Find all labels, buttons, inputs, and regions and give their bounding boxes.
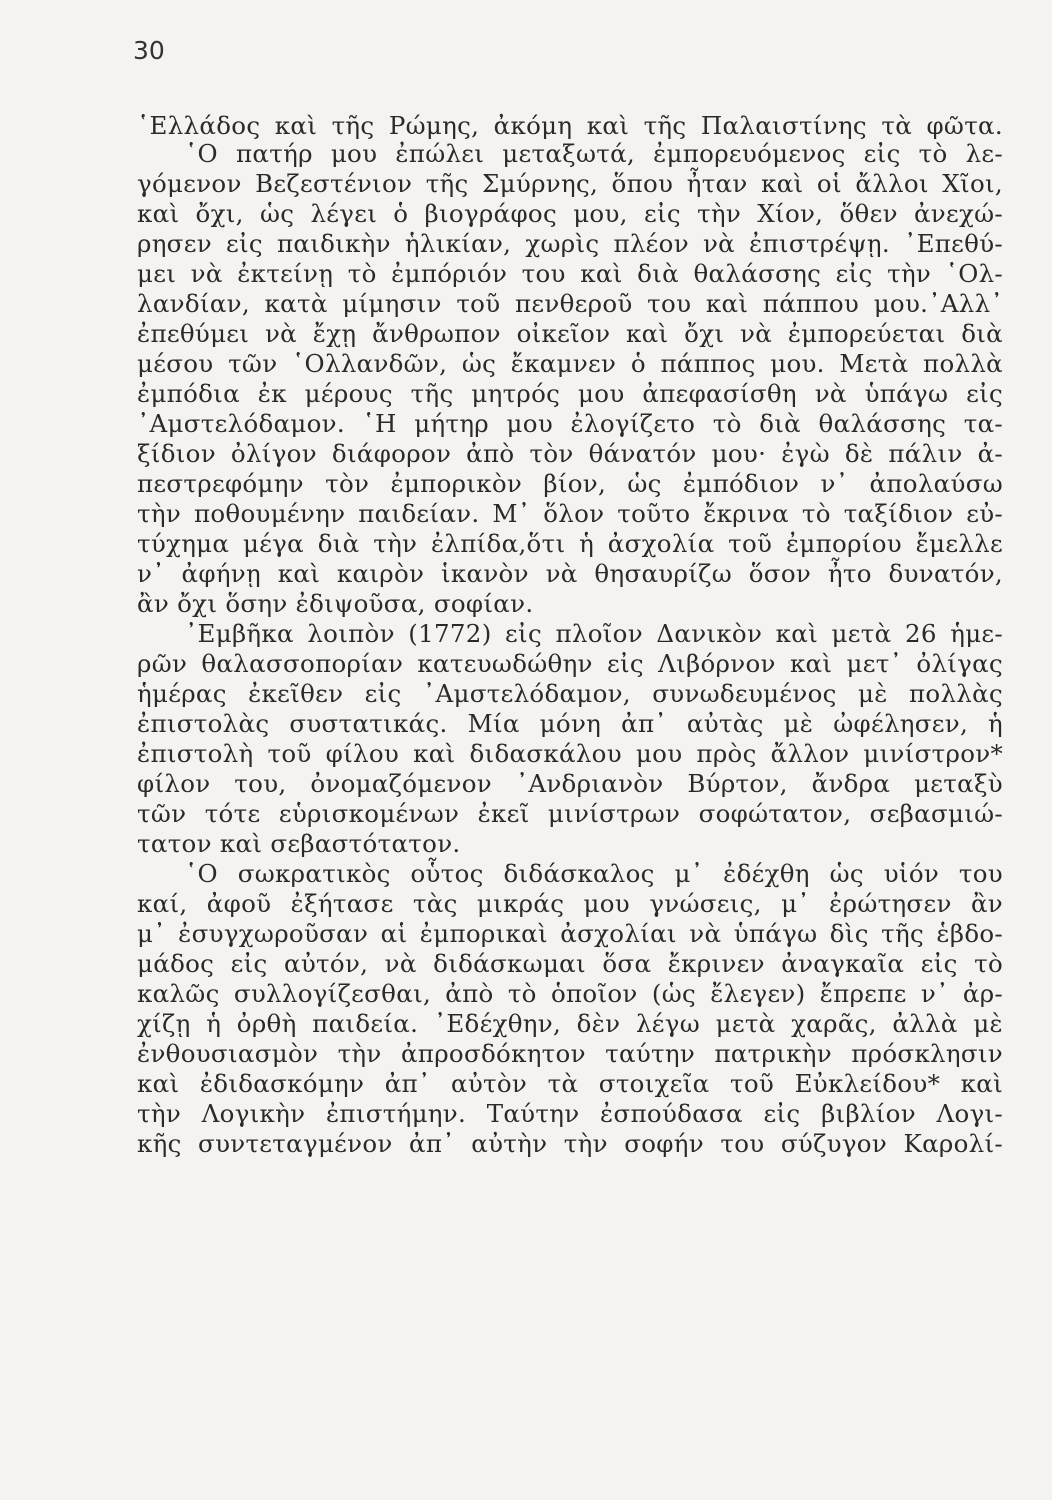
text-line: ἐπεθύμει νὰ ἔχῃ ἄνθρωπον οἰκεῖον καὶ ὄχι νὰ ἐμπορεύεται διὰ	[137, 319, 1003, 348]
text-line: ν᾽ ἀφήνῃ καὶ καιρὸν ἱκανὸν νὰ θησαυρίζω ὅσον ἦτο δυνατόν,	[137, 559, 1003, 588]
page-number: 30	[133, 36, 165, 65]
text-line: τῶν τότε εὑρισκομένων ἐκεῖ μινίστρων σοφώτατον, σεβασμιώ-	[137, 799, 1003, 828]
text-line: ῾Ο σωκρατικὸς οὗτος διδάσκαλος μ᾽ ἐδέχθη ὡς υἱόν του	[185, 859, 1003, 888]
text-line: φίλον του, ὀνομαζόμενον ᾽Ανδριανὸν Βύρτον, ἄνδρα μεταξὺ	[137, 769, 1003, 798]
text-line: ρῶν θαλασσοπορίαν κατευωδώθην εἰς Λιβόρνον καὶ μετ᾽ ὀλίγας	[137, 649, 1003, 678]
text-line: ἐνθουσιασμὸν τὴν ἀπροσδόκητον ταύτην πατρικὴν πρόσκλησιν	[137, 1039, 1003, 1068]
text-line: ᾽Αμστελόδαμον. ῾Η μήτηρ μου ἐλογίζετο τὸ διὰ θαλάσσης τα-	[137, 409, 1003, 438]
text-line: ρησεν εἰς παιδικὴν ἡλικίαν, χωρὶς πλέον νὰ ἐπιστρέψῃ. ᾽Επεθύ-	[137, 229, 1003, 258]
text-line: καλῶς συλλογίζεσθαι, ἀπὸ τὸ ὁποῖον (ὡς ἔλεγεν) ἔπρεπε ν᾽ ἀρ-	[137, 979, 1003, 1008]
text-line: καί, ἀφοῦ ἐξήτασε τὰς μικράς μου γνώσεις, μ᾽ ἐρώτησεν ἂν	[137, 889, 1003, 918]
text-line: ῾Ελλάδος καὶ τῆς Ρώμης, ἀκόμη καὶ τῆς Παλαιστίνης τὰ φῶτα.	[137, 111, 1003, 140]
text-line: μέσου τῶν ῾Ολλανδῶν, ὡς ἔκαμνεν ὁ πάππος μου. Μετὰ πολλὰ	[137, 349, 1003, 378]
text-line: ᾽Εμβῆκα λοιπὸν (1772) εἰς πλοῖον Δανικὸν καὶ μετὰ 26 ἡμε-	[185, 619, 1003, 648]
text-line: μ᾽ ἐσυγχωροῦσαν αἱ ἐμπορικαὶ ἀσχολίαι νὰ ὑπάγω δὶς τῆς ἑβδο-	[137, 919, 1003, 948]
text-line: καὶ ἐδιδασκόμην ἀπ᾽ αὐτὸν τὰ στοιχεῖα τοῦ Εὐκλείδου* καὶ	[137, 1069, 1003, 1098]
text-line: ῾Ο πατήρ μου ἐπώλει μεταξωτά, ἐμπορευόμενος εἰς τὸ λε-	[185, 139, 1003, 168]
text-line: μάδος εἰς αὐτόν, νὰ διδάσκωμαι ὅσα ἔκρινεν ἀναγκαῖα εἰς τὸ	[137, 949, 1003, 978]
text-line: τὴν ποθουμένην παιδείαν. Μ᾽ ὅλον τοῦτο ἔκρινα τὸ ταξίδιον εὐ-	[137, 499, 1003, 528]
text-line: ξίδιον ὀλίγον διάφορον ἀπὸ τὸν θάνατόν μου· ἐγὼ δὲ πάλιν ἀ-	[137, 439, 1003, 468]
text-line: κῆς συντεταγμένον ἀπ᾽ αὐτὴν τὴν σοφήν του σύζυγον Καρολί-	[137, 1129, 1003, 1158]
text-line: τατον καὶ σεβαστότατον.	[137, 829, 461, 858]
text-line: τὴν Λογικὴν ἐπιστήμην. Ταύτην ἐσπούδασα εἰς βιβλίον Λογι-	[137, 1099, 1003, 1128]
text-line: ἡμέρας ἐκεῖθεν εἰς ᾽Αμστελόδαμον, συνωδευμένος μὲ πολλὰς	[137, 679, 1003, 708]
text-line: λανδίαν, κατὰ μίμησιν τοῦ πενθεροῦ του καὶ πάππου μου.᾽Αλλ᾽	[137, 289, 1003, 318]
text-line: τύχημα μέγα διὰ τὴν ἐλπίδα,ὅτι ἡ ἀσχολία τοῦ ἐμπορίου ἔμελλε	[137, 529, 1003, 558]
text-line: ἐμπόδια ἐκ μέρους τῆς μητρός μου ἀπεφασίσθη νὰ ὑπάγω εἰς	[137, 379, 1003, 408]
text-line: ἐπιστολὰς συστατικάς. Μία μόνη ἀπ᾽ αὐτὰς μὲ ὠφέλησεν, ἡ	[137, 709, 1003, 738]
text-line: μει νὰ ἐκτείνῃ τὸ ἐμπόριόν του καὶ διὰ θαλάσσης εἰς τὴν ῾Ολ-	[137, 259, 1003, 288]
text-line: χίζῃ ἡ ὀρθὴ παιδεία. ᾽Εδέχθην, δὲν λέγω μετὰ χαρᾶς, ἀλλὰ μὲ	[137, 1009, 1003, 1038]
text-line: πεστρεφόμην τὸν ἐμπορικὸν βίον, ὡς ἐμπόδιον ν᾽ ἀπολαύσω	[137, 469, 1003, 498]
text-line: ἂν ὄχι ὅσην ἐδιψοῦσα, σοφίαν.	[137, 589, 534, 618]
text-line: γόμενον Βεζεστένιον τῆς Σμύρνης, ὅπου ἦταν καὶ οἱ ἄλλοι Χῖοι,	[137, 169, 1003, 198]
text-line: καὶ ὄχι, ὡς λέγει ὁ βιογράφος μου, εἰς τὴν Χίον, ὅθεν ἀνεχώ-	[137, 199, 1003, 228]
text-line: ἐπιστολὴ τοῦ φίλου καὶ διδασκάλου μου πρὸς ἄλλον μινίστρον*	[137, 739, 1003, 768]
